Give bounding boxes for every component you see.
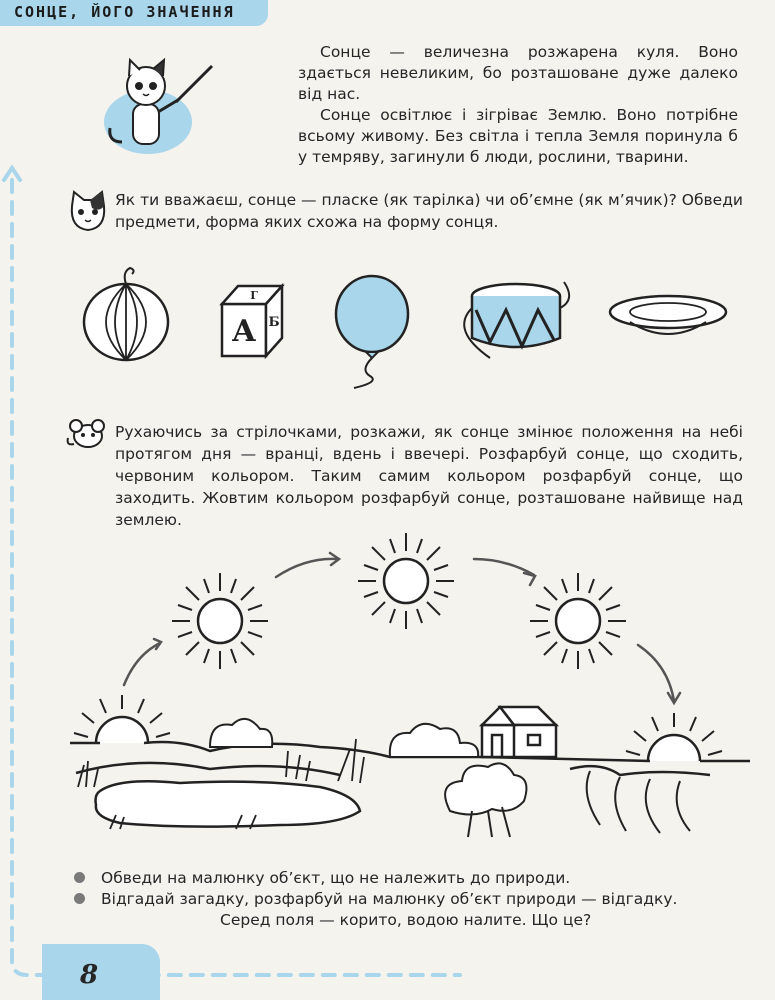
sun-noon-icon[interactable] [358,533,454,629]
bullet-icon [74,872,85,883]
task-1 [70,868,760,889]
question-2: Рухаючись за стрілочками, розкажи, як сонце змінює положення на небі протягом дня — вранці, вдень і ввечері. Розфарбуй сонце, що сходить, червоним кольором. Таким самим кольором розфарбуй сонце, що заходить. Жовтим кольором розфарбуй сонце, розташоване найвище над землею. [115,423,743,529]
intro-text [298,42,738,168]
page-number: 8 [80,960,99,990]
intro-paragraph-2: Сонце освітлює і зігріває Землю. Воно потрібне всьому живому. Без світла і тепла Земля поринула б у темряву, загинули б люди, рослини, тварини. [298,106,738,166]
cube-front-letter: А [231,314,257,349]
house-icon[interactable] [482,707,556,757]
bullet-icon [74,893,85,904]
task-2-text: Відгадай загадку, розфарбуй на малюнку об’єкт природи — відгадку. [101,890,678,908]
sun-setting-icon[interactable] [626,713,722,761]
drum-icon [464,282,569,358]
question-1: Як ти вважаєш, сонце — пласке (як тарілка) чи об’ємне (як м’ячик)? Обведи предмети, форма яких схожа на форму сонця. [115,191,743,231]
cat-teacher-icon [100,44,220,159]
task-1-text: Обведи на малюнку об’єкт, що не належить до природи. [101,869,571,887]
sun-path-scene [60,525,750,855]
page-title: СОНЦЕ, ЙОГО ЗНАЧЕННЯ [14,3,235,21]
sun-morning-high-icon[interactable] [172,573,268,669]
arrow-1 [124,643,160,685]
watermelon-icon [84,268,168,360]
task-2 [70,889,760,910]
riddle-text: Серед поля — корито, водою налите. Що це? [220,911,592,929]
page-number-band [42,944,160,1000]
objects-row [70,260,740,390]
cube-top-letter: Г [250,289,258,302]
letter-cube-icon [222,286,282,356]
mouse-icon [62,416,110,452]
sun-afternoon-icon[interactable] [530,573,626,669]
intro-paragraph-1: Сонце — величезна розжарена куля. Воно здається невеликим, бо розташоване дуже далеко від нас. [298,43,738,103]
plate-icon [610,296,726,334]
cat-face-icon [66,190,110,234]
cube-side-letter: Б [268,315,280,330]
tasks [70,868,760,931]
balloon-icon [336,276,408,388]
sun-rising-icon[interactable] [74,695,170,743]
